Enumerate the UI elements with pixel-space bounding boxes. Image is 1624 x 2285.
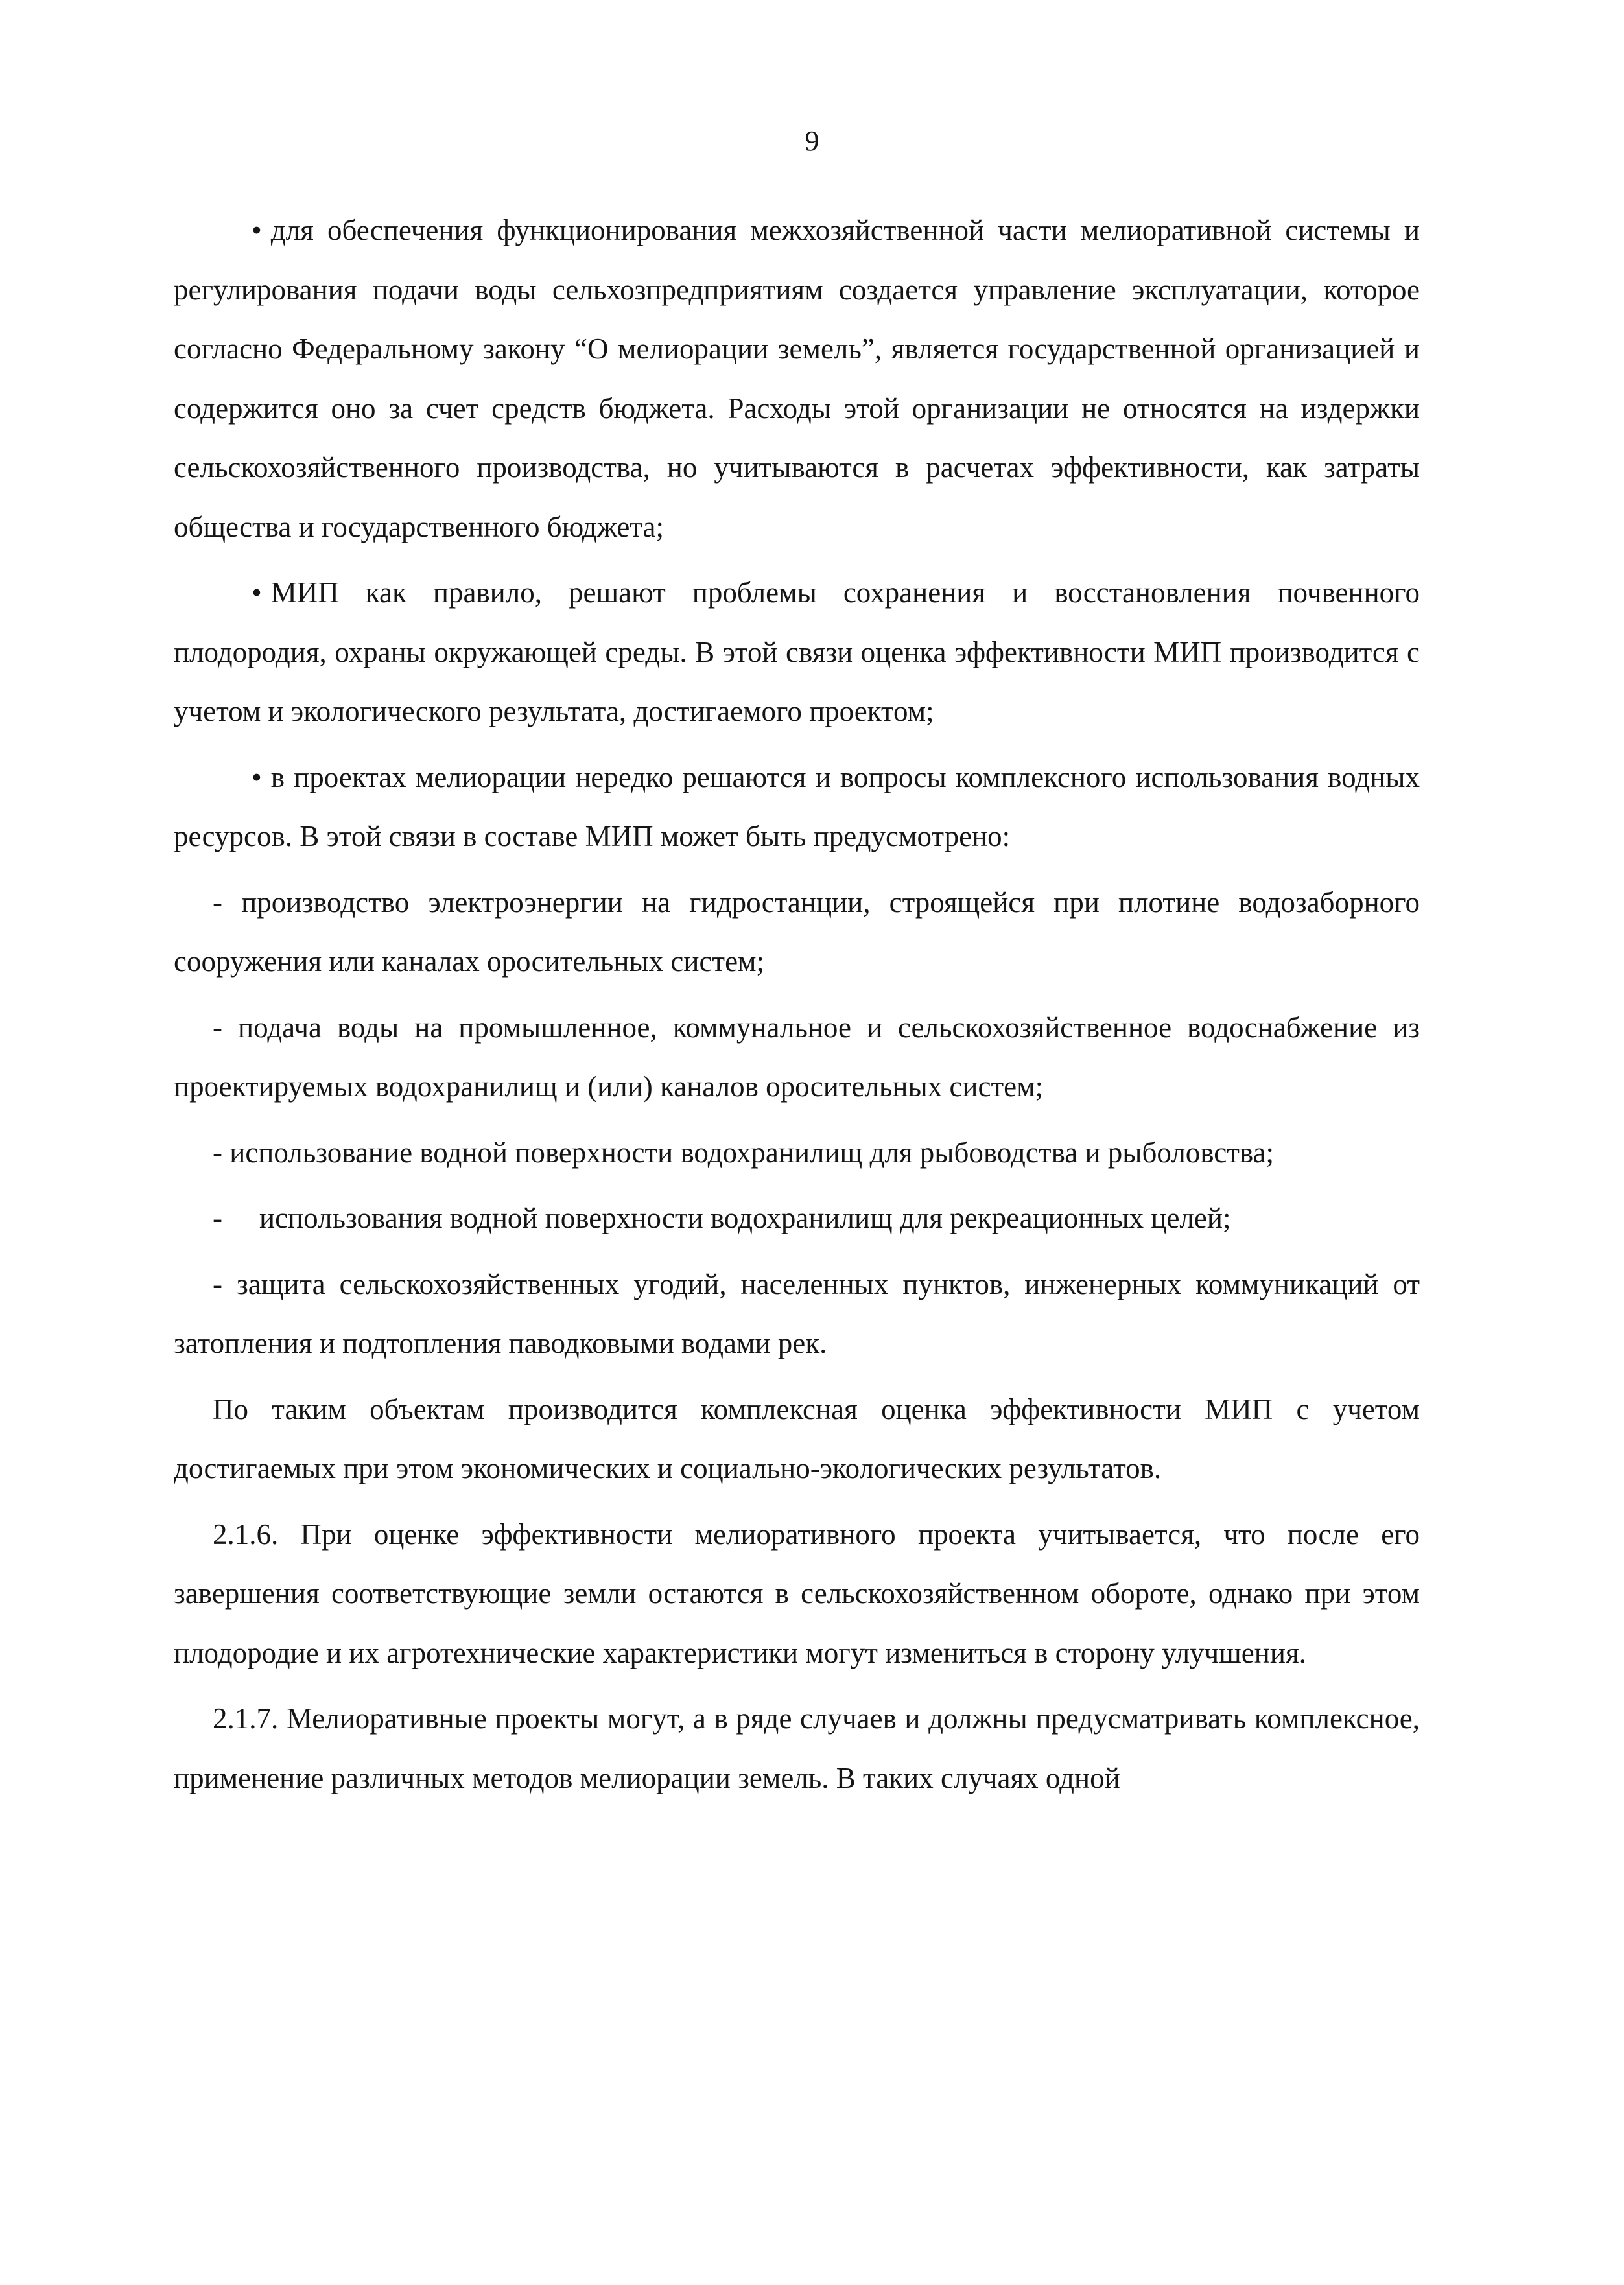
dash-marker: -: [213, 1202, 222, 1234]
paragraph-text: подача воды на промышленное, коммунальное и сельскохозяйственное водоснабжение из проектируемых водохранилищ и (или) каналов оросительных систем;: [174, 1011, 1420, 1103]
dash-marker: -: [213, 885, 222, 919]
page-number: 9: [805, 125, 819, 157]
bullet-marker: •: [252, 214, 262, 246]
paragraph-text: использования водной поверхности водохранилищ для рекреационных целей;: [259, 1202, 1231, 1234]
dash-item: [174, 1255, 1420, 1374]
bullet-paragraph: [174, 748, 1420, 867]
dash-item: [174, 1189, 1420, 1248]
dash-item: [174, 1123, 1420, 1183]
document-body: [174, 201, 1420, 1814]
bullet-marker: •: [252, 760, 262, 793]
bullet-marker: •: [252, 576, 262, 609]
dash-marker: -: [213, 1267, 222, 1300]
paragraph-2-1-7: 2.1.7. Мелиоративные проекты могут, а в ряде случаев и должны предусматривать комплексное, применение различных методов мелиорации земель. В таких случаях одной: [174, 1702, 1420, 1794]
bullet-paragraph: [174, 201, 1420, 557]
dash-item: [174, 998, 1420, 1117]
dash-item: [174, 873, 1420, 992]
paragraph-text: использование водной поверхности водохранилищ для рыбоводства и рыболовства;: [229, 1136, 1275, 1169]
dash-marker: -: [213, 1011, 222, 1044]
dash-marker: -: [213, 1136, 222, 1169]
bullet-paragraph: [174, 563, 1420, 742]
paragraph-text: МИП как правило, решают проблемы сохранения и восстановления почвенного плодородия, охраны окружающей среды. В этой связи оценка эффективности МИП производится с учетом и экологического результата, достигаемого проектом;: [174, 576, 1420, 727]
paragraph-text: производство электроэнергии на гидростанции, строящейся при плотине водозаборного сооружения или каналах оросительных систем;: [174, 885, 1420, 978]
paragraph-text: в проектах мелиорации нередко решаются и вопросы комплексного использования водных ресурсов. В этой связи в составе МИП может быть предусмотрено:: [174, 760, 1420, 852]
paragraph: По таким объектам производится комплексная оценка эффективности МИП с учетом достигаемых при этом экономических и социально-экологических результатов.: [174, 1392, 1420, 1484]
paragraph-text: для обеспечения функционирования межхозяйственной части мелиоративной системы и регулирования подачи воды сельхозпредприятиям создается управление эксплуатации, которое согласно Федеральному закону “О мелиорации земель”, является государственной организацией и содержится оно за счет средств бюджета. Расходы этой организации не относятся на издержки сельскохозяйственного производства, но учитываются в расчетах эффективности, как затраты общества и государственного бюджета;: [174, 214, 1420, 543]
paragraph-text: защита сельскохозяйственных угодий, населенных пунктов, инженерных коммуникаций от затопления и подтопления паводковыми водами рек.: [174, 1267, 1420, 1359]
paragraph-2-1-6: 2.1.6. При оценке эффективности мелиоративного проекта учитывается, что после его завершения соответствующие земли остаются в сельскохозяйственном обороте, однако при этом плодородие и их агротехнические характеристики могут измениться в сторону улучшения.: [174, 1517, 1420, 1669]
